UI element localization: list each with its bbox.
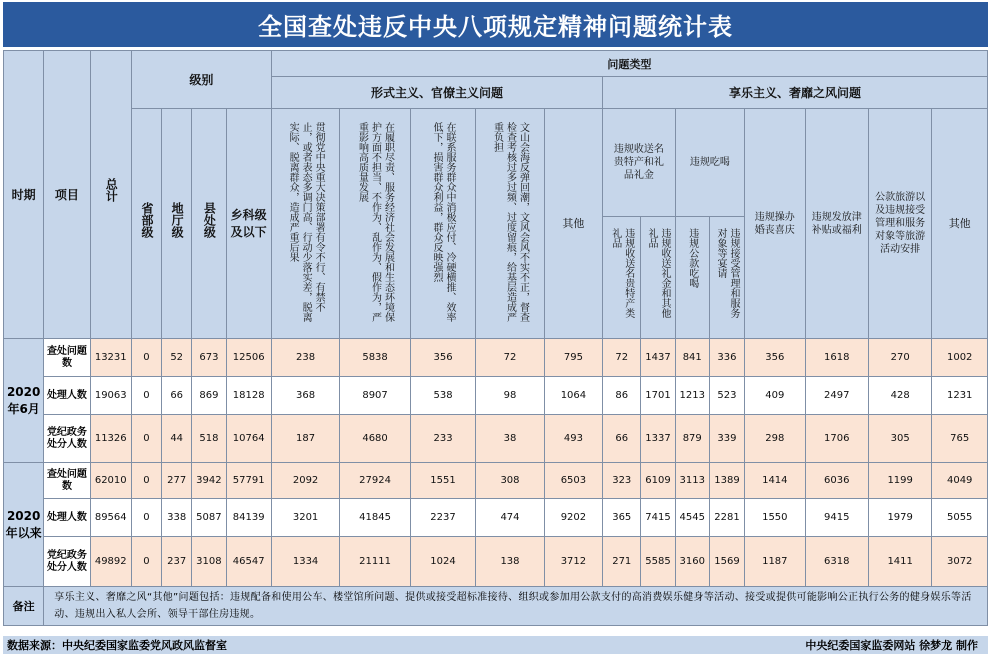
row-item: 处理人数 — [44, 499, 90, 537]
value-cell: 841 — [675, 339, 709, 377]
value-cell: 2497 — [805, 377, 868, 415]
value-cell: 13231 — [90, 339, 131, 377]
value-cell: 356 — [410, 339, 475, 377]
value-cell: 49892 — [90, 537, 131, 587]
value-cell: 1979 — [868, 499, 931, 537]
level-county: 县处级 — [192, 109, 226, 339]
value-cell: 1569 — [709, 537, 744, 587]
value-cell: 21111 — [340, 537, 410, 587]
value-cell: 4545 — [675, 499, 709, 537]
value-cell: 0 — [131, 499, 161, 537]
value-cell: 3113 — [675, 463, 709, 499]
value-cell: 98 — [476, 377, 544, 415]
value-cell: 1002 — [932, 339, 988, 377]
value-cell: 1437 — [641, 339, 675, 377]
value-cell: 6036 — [805, 463, 868, 499]
formalism-col-1: 贯彻党中央重大决策部署有令不行、有禁不止，或者表态多调门高、行动少落实差，脱离实际、脱离群众，造成严重后果 — [271, 109, 339, 339]
value-cell: 5838 — [340, 339, 410, 377]
value-cell: 1550 — [745, 499, 805, 537]
value-cell: 9202 — [544, 499, 602, 537]
value-cell: 5087 — [192, 499, 226, 537]
formalism-col-4: 文山会海反弹回潮，文风会风不实不正，督查检查考核过多过频、过度留痕，给基层造成严重负担 — [476, 109, 544, 339]
hedonism-col-allowance: 违规发放津补贴或福利 — [805, 109, 868, 339]
value-cell: 1706 — [805, 415, 868, 463]
total-header: 总计 — [90, 51, 131, 339]
value-cell: 3942 — [192, 463, 226, 499]
value-cell: 1389 — [709, 463, 744, 499]
value-cell: 5585 — [641, 537, 675, 587]
value-cell: 0 — [131, 415, 161, 463]
hedonism-col-other: 其他 — [932, 109, 988, 339]
value-cell: 3160 — [675, 537, 709, 587]
page-title: 全国查处违反中央八项规定精神问题统计表 — [3, 2, 988, 47]
formalism-col-3: 在联系服务群众中消极应付、冷硬横推、效率低下，损害群众利益，群众反映强烈 — [410, 109, 475, 339]
note-label: 备注 — [4, 587, 44, 626]
value-cell: 3201 — [271, 499, 339, 537]
value-cell: 3108 — [192, 537, 226, 587]
value-cell: 338 — [162, 499, 192, 537]
value-cell: 1187 — [745, 537, 805, 587]
row-item: 查处问题数 — [44, 463, 90, 499]
level-provincial: 省部级 — [131, 109, 161, 339]
table-row — [4, 339, 988, 377]
value-cell: 1064 — [544, 377, 602, 415]
value-cell: 3712 — [544, 537, 602, 587]
value-cell: 52 — [162, 339, 192, 377]
value-cell: 138 — [476, 537, 544, 587]
value-cell: 6503 — [544, 463, 602, 499]
level-header: 级别 — [131, 51, 271, 109]
hedonism-header: 享乐主义、奢靡之风问题 — [603, 77, 988, 109]
value-cell: 428 — [868, 377, 931, 415]
value-cell: 1337 — [641, 415, 675, 463]
value-cell: 1411 — [868, 537, 931, 587]
value-cell: 339 — [709, 415, 744, 463]
value-cell: 308 — [476, 463, 544, 499]
value-cell: 1414 — [745, 463, 805, 499]
value-cell: 365 — [603, 499, 641, 537]
value-cell: 409 — [745, 377, 805, 415]
value-cell: 237 — [162, 537, 192, 587]
value-cell: 4049 — [932, 463, 988, 499]
item-header: 项目 — [44, 51, 90, 339]
value-cell: 3072 — [932, 537, 988, 587]
value-cell: 5055 — [932, 499, 988, 537]
table-row — [4, 537, 988, 587]
value-cell: 673 — [192, 339, 226, 377]
value-cell: 10764 — [226, 415, 271, 463]
value-cell: 12506 — [226, 339, 271, 377]
row-item: 党纪政务处分人数 — [44, 537, 90, 587]
value-cell: 270 — [868, 339, 931, 377]
value-cell: 84139 — [226, 499, 271, 537]
value-cell: 336 — [709, 339, 744, 377]
value-cell: 57791 — [226, 463, 271, 499]
value-cell: 869 — [192, 377, 226, 415]
statistics-table — [3, 50, 988, 626]
value-cell: 27924 — [340, 463, 410, 499]
value-cell: 72 — [476, 339, 544, 377]
hedonism-col-wedding: 违规操办婚丧喜庆 — [745, 109, 805, 339]
value-cell: 493 — [544, 415, 602, 463]
value-cell: 6109 — [641, 463, 675, 499]
value-cell: 66 — [603, 415, 641, 463]
value-cell: 2092 — [271, 463, 339, 499]
value-cell: 1024 — [410, 537, 475, 587]
table-row — [4, 415, 988, 463]
value-cell: 238 — [271, 339, 339, 377]
value-cell: 1701 — [641, 377, 675, 415]
value-cell: 368 — [271, 377, 339, 415]
value-cell: 523 — [709, 377, 744, 415]
value-cell: 86 — [603, 377, 641, 415]
value-cell: 1334 — [271, 537, 339, 587]
value-cell: 1199 — [868, 463, 931, 499]
value-cell: 538 — [410, 377, 475, 415]
value-cell: 2237 — [410, 499, 475, 537]
value-cell: 62010 — [90, 463, 131, 499]
value-cell: 9415 — [805, 499, 868, 537]
period-cell: 2020年6月 — [4, 339, 44, 463]
value-cell: 518 — [192, 415, 226, 463]
value-cell: 8907 — [340, 377, 410, 415]
formalism-header: 形式主义、官僚主义问题 — [271, 77, 602, 109]
value-cell: 19063 — [90, 377, 131, 415]
value-cell: 11326 — [90, 415, 131, 463]
hedonism-col-tourism: 公款旅游以及违规接受管理和服务对象等旅游活动安排 — [868, 109, 931, 339]
value-cell: 1551 — [410, 463, 475, 499]
value-cell: 0 — [131, 463, 161, 499]
value-cell: 474 — [476, 499, 544, 537]
gift-col-specialty: 违规收送名贵特产类礼品 — [603, 217, 641, 339]
value-cell: 356 — [745, 339, 805, 377]
gift-col-cash: 违规收送礼金和其他礼品 — [641, 217, 675, 339]
table-row — [4, 377, 988, 415]
value-cell: 66 — [162, 377, 192, 415]
value-cell: 879 — [675, 415, 709, 463]
formalism-col-other: 其他 — [544, 109, 602, 339]
dining-col-banquet: 违规接受管理和服务对象等宴请 — [709, 217, 744, 339]
row-item: 处理人数 — [44, 377, 90, 415]
value-cell: 44 — [162, 415, 192, 463]
value-cell: 271 — [603, 537, 641, 587]
level-township: 乡科级及以下 — [226, 109, 271, 339]
note-text: 享乐主义、奢靡之风“其他”问题包括：违规配备和使用公车、楼堂馆所问题、提供或接受超标准接待、组织或参加用公款支付的高消费娱乐健身等活动、接受或提供可能影响公正执行公务的健身娱乐等活动、违规出入私人会所、领导干部住房违规。 — [44, 587, 988, 626]
value-cell: 233 — [410, 415, 475, 463]
formalism-col-2: 在履职尽责、服务经济社会发展和生态环境保护方面不担当、不作为、乱作为、假作为，严重影响高质量发展 — [340, 109, 410, 339]
row-item: 党纪政务处分人数 — [44, 415, 90, 463]
credit: 中央纪委国家监委网站 徐梦龙 制作 — [805, 639, 978, 652]
value-cell: 1618 — [805, 339, 868, 377]
period-cell: 2020年以来 — [4, 463, 44, 587]
value-cell: 277 — [162, 463, 192, 499]
problem-type-header: 问题类型 — [271, 51, 987, 77]
value-cell: 305 — [868, 415, 931, 463]
dining-group-header: 违规吃喝 — [675, 109, 744, 217]
table-row — [4, 463, 988, 499]
gift-group-header: 违规收送名贵特产和礼品礼金 — [603, 109, 676, 217]
value-cell: 7415 — [641, 499, 675, 537]
value-cell: 0 — [131, 537, 161, 587]
data-source: 数据来源：中央纪委国家监委党风政风监督室 — [7, 639, 227, 652]
value-cell: 41845 — [340, 499, 410, 537]
row-item: 查处问题数 — [44, 339, 90, 377]
value-cell: 38 — [476, 415, 544, 463]
value-cell: 187 — [271, 415, 339, 463]
period-header: 时期 — [4, 51, 44, 339]
dining-col-public: 违规公款吃喝 — [675, 217, 709, 339]
value-cell: 795 — [544, 339, 602, 377]
value-cell: 0 — [131, 339, 161, 377]
value-cell: 2281 — [709, 499, 744, 537]
value-cell: 4680 — [340, 415, 410, 463]
value-cell: 0 — [131, 377, 161, 415]
value-cell: 323 — [603, 463, 641, 499]
value-cell: 89564 — [90, 499, 131, 537]
value-cell: 765 — [932, 415, 988, 463]
value-cell: 18128 — [226, 377, 271, 415]
table-row — [4, 499, 988, 537]
value-cell: 6318 — [805, 537, 868, 587]
value-cell: 1231 — [932, 377, 988, 415]
value-cell: 298 — [745, 415, 805, 463]
footer — [3, 636, 988, 654]
value-cell: 46547 — [226, 537, 271, 587]
value-cell: 1213 — [675, 377, 709, 415]
value-cell: 72 — [603, 339, 641, 377]
level-prefectural: 地厅级 — [162, 109, 192, 339]
